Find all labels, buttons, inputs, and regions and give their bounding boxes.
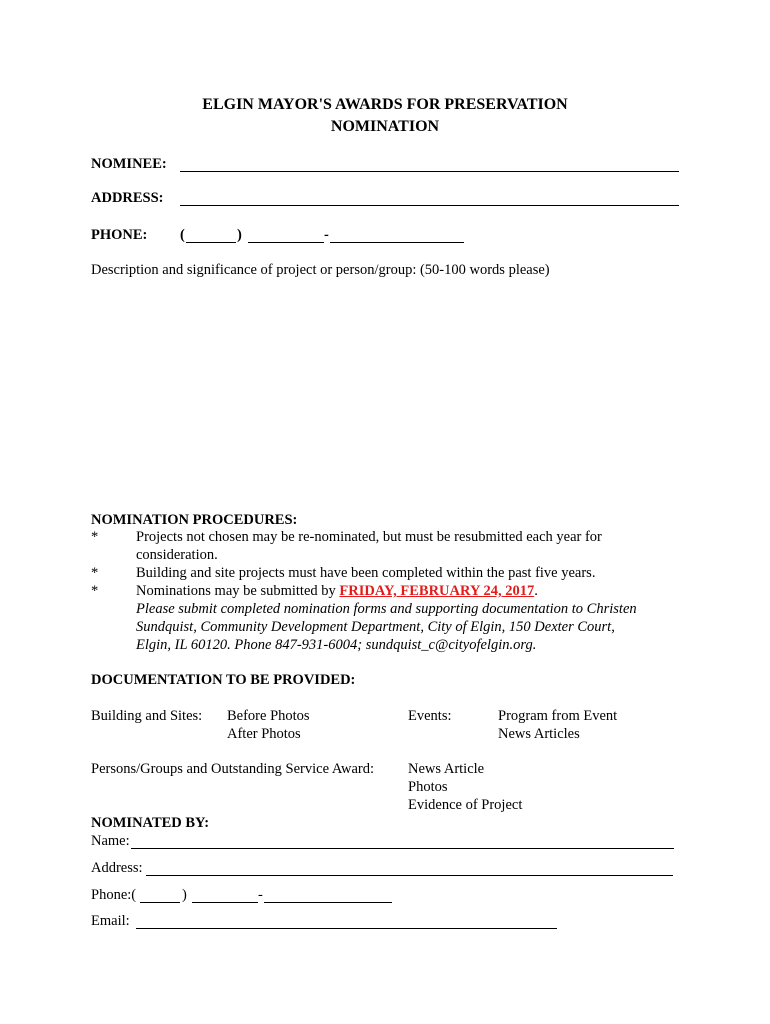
email-label: Email: (91, 913, 130, 929)
procedure-item-3-suffix: . (534, 583, 538, 599)
nominator-name-field[interactable] (131, 832, 674, 849)
address-field[interactable] (180, 189, 679, 206)
documentation-heading: DOCUMENTATION TO BE PROVIDED: (91, 672, 356, 688)
events-label: Events: (408, 708, 452, 724)
persons-item-3: Evidence of Project (408, 797, 523, 813)
bullet-3: * (91, 583, 99, 599)
procedure-item-1-line2: consideration. (136, 547, 218, 563)
nominator-phone-dash: - (258, 887, 263, 903)
nominator-phone-close-paren: ) (182, 887, 187, 903)
submit-instructions-line3: Elgin, IL 60120. Phone 847-931-6004; sundquist_c@cityofelgin.org. (136, 637, 537, 653)
nominee-field[interactable] (180, 155, 679, 172)
building-sites-label: Building and Sites: (91, 708, 203, 724)
persons-groups-label: Persons/Groups and Outstanding Service Award: (91, 761, 374, 777)
persons-item-2: Photos (408, 779, 448, 795)
building-item-1: Before Photos (227, 708, 310, 724)
description-prompt: Description and significance of project or person/group: (50-100 words please) (91, 262, 550, 278)
nominator-address-field[interactable] (146, 859, 673, 876)
procedure-item-2: Building and site projects must have been completed within the past five years. (136, 565, 596, 581)
phone-area-code-field[interactable] (186, 226, 236, 243)
submit-instructions-line2: Sundquist, Community Development Department, City of Elgin, 150 Dexter Court, (136, 619, 615, 635)
procedure-item-3 (136, 582, 538, 600)
building-item-2: After Photos (227, 726, 301, 742)
procedure-item-1-line1: Projects not chosen may be re-nominated, but must be resubmitted each year for (136, 529, 602, 545)
nominee-label: NOMINEE: (91, 156, 167, 172)
bullet-1: * (91, 529, 99, 545)
procedure-item-3-prefix: Nominations may be submitted by (136, 583, 340, 599)
phone-number-field[interactable] (330, 226, 464, 243)
description-textarea[interactable] (91, 285, 685, 504)
nominated-by-heading: NOMINATED BY: (91, 815, 210, 831)
events-item-2: News Articles (498, 726, 580, 742)
name-label: Name: (91, 833, 130, 849)
page-title-line2: NOMINATION (330, 118, 440, 135)
phone-label: PHONE: (91, 227, 148, 243)
submit-instructions-line1: Please submit completed nomination forms and supporting documentation to Christen (136, 601, 637, 617)
nominator-phone-area-field[interactable] (140, 886, 180, 903)
phone-close-paren: ) (237, 227, 242, 243)
phone-dash: - (324, 227, 329, 243)
persons-item-1: News Article (408, 761, 485, 777)
nominator-email-field[interactable] (136, 912, 557, 929)
nominator-phone-label: Phone:( (91, 887, 137, 903)
phone-open-paren: ( (180, 227, 185, 243)
nominator-phone-prefix-field[interactable] (192, 886, 258, 903)
address-label: ADDRESS: (91, 190, 164, 206)
bullet-2: * (91, 565, 99, 581)
phone-prefix-field[interactable] (248, 226, 324, 243)
page-title-line1: ELGIN MAYOR'S AWARDS FOR PRESERVATION (202, 96, 568, 113)
nominator-phone-number-field[interactable] (264, 886, 392, 903)
nominator-address-label: Address: (91, 860, 143, 876)
events-item-1: Program from Event (498, 708, 618, 724)
procedures-heading: NOMINATION PROCEDURES: (91, 512, 298, 528)
deadline-date: FRIDAY, FEBRUARY 24, 2017 (339, 583, 535, 599)
